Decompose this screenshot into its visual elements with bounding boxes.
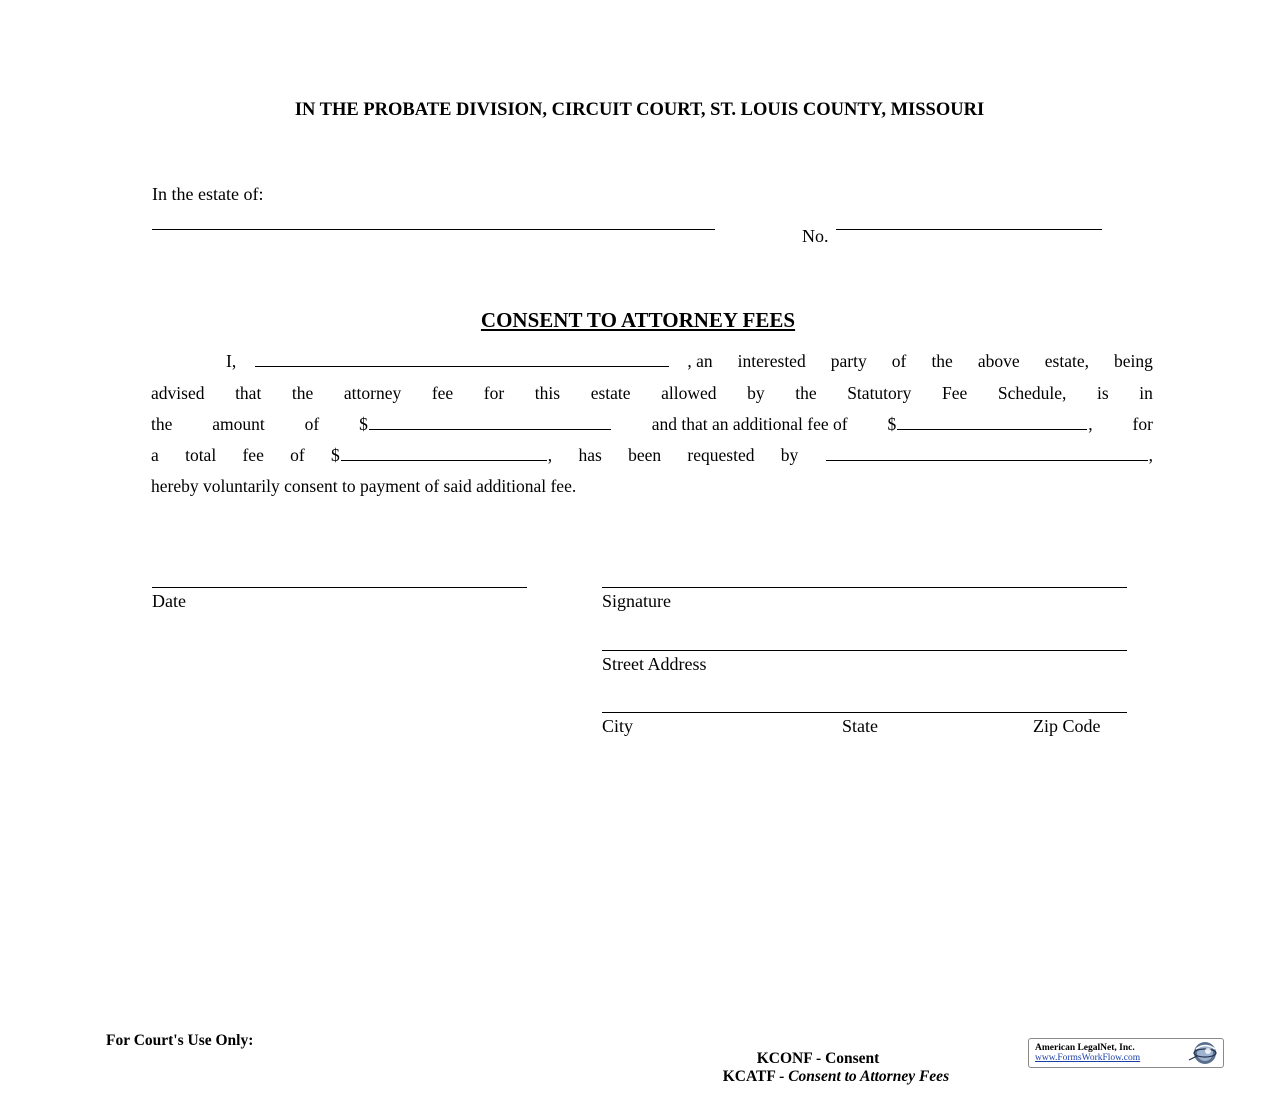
- body-word: that: [235, 383, 262, 403]
- body-word: allowed: [661, 383, 717, 403]
- body-word: fee: [431, 383, 454, 403]
- court-header: IN THE PROBATE DIVISION, CIRCUIT COURT, ST. LOUIS COUNTY, MISSOURI: [294, 100, 985, 120]
- body-line-2: [151, 383, 1153, 404]
- globe-logo-icon: [1185, 1040, 1221, 1066]
- signature-label: Signature: [602, 591, 671, 611]
- body-word: amount: [212, 414, 265, 434]
- body-word: by: [747, 383, 765, 403]
- case-number-field[interactable]: [836, 229, 1102, 230]
- body-word: Schedule,: [997, 383, 1067, 403]
- form-code-2-desc: Consent to Attorney Fees: [788, 1068, 950, 1085]
- dollar-sign: $: [887, 414, 897, 434]
- publisher-badge[interactable]: [1028, 1038, 1224, 1068]
- body-word: of: [290, 445, 305, 465]
- body-word: estate,: [1044, 351, 1089, 371]
- publisher-url-link[interactable]: www.FormsWorkFlow.com: [1035, 1053, 1141, 1063]
- body-word: for: [483, 383, 505, 403]
- body-line-3: [151, 414, 1153, 435]
- case-number-label: No.: [802, 226, 829, 246]
- court-use-label: For Court's Use Only:: [106, 1032, 254, 1049]
- interested-party-field[interactable]: [255, 352, 669, 367]
- body-word: ,: [547, 445, 553, 465]
- signature-field[interactable]: [602, 587, 1127, 588]
- body-word: of: [891, 351, 907, 371]
- form-code-1-desc: Consent: [825, 1050, 880, 1067]
- estate-label: In the estate of:: [152, 184, 264, 204]
- body-word: party: [830, 351, 867, 371]
- form-code-1-id: KCONF: [756, 1050, 813, 1067]
- body-word: for: [1132, 414, 1153, 434]
- body-word: ,: [1148, 445, 1153, 465]
- body-word: above: [977, 351, 1020, 371]
- body-word: of: [304, 414, 320, 434]
- body-word: interested: [737, 351, 806, 371]
- separator: -: [812, 1050, 826, 1067]
- body-word: total: [185, 445, 217, 465]
- form-code-2: [715, 1050, 949, 1086]
- body-word: the: [291, 383, 314, 403]
- street-address-label: Street Address: [602, 654, 707, 674]
- document-title: CONSENT TO ATTORNEY FEES: [480, 308, 796, 332]
- body-word: is: [1096, 383, 1109, 403]
- body-word: advised: [151, 383, 205, 403]
- body-line-5: hereby voluntarily consent to payment of said additional fee.: [151, 476, 577, 496]
- body-word: been: [628, 445, 662, 465]
- body-word: has: [578, 445, 602, 465]
- body-word: this: [534, 383, 561, 403]
- body-word: the: [931, 351, 953, 371]
- city-state-zip-field[interactable]: [602, 712, 1127, 713]
- separator: -: [775, 1068, 789, 1085]
- additional-fee-amount-field[interactable]: [897, 415, 1087, 430]
- body-line-1: [226, 351, 1153, 372]
- body-word: being: [1114, 351, 1153, 371]
- body-word: a: [151, 445, 159, 465]
- body-word: Fee: [941, 383, 968, 403]
- body-word: I,: [226, 351, 237, 371]
- dollar-sign: $: [359, 414, 368, 434]
- date-label: Date: [152, 591, 186, 611]
- street-address-field[interactable]: [602, 650, 1127, 651]
- body-word: the: [151, 414, 173, 434]
- body-word: the: [795, 383, 817, 403]
- date-field[interactable]: [152, 587, 527, 588]
- body-word: by: [780, 445, 799, 465]
- requested-by-field[interactable]: [826, 446, 1148, 461]
- body-word: in: [1139, 383, 1153, 403]
- estate-name-field[interactable]: [152, 229, 715, 230]
- body-word: requested: [687, 445, 755, 465]
- body-word: fee: [242, 445, 264, 465]
- publisher-name: American LegalNet, Inc.: [1035, 1043, 1135, 1053]
- statutory-fee-amount-field[interactable]: [369, 415, 611, 430]
- body-text: and that an additional fee of: [651, 414, 848, 434]
- state-label: State: [842, 716, 878, 736]
- form-code-2-id: KCATF: [722, 1068, 776, 1085]
- zip-code-label: Zip Code: [1033, 716, 1101, 736]
- body-word: attorney: [343, 383, 402, 403]
- body-word: ,: [1088, 414, 1093, 434]
- body-word: estate: [590, 383, 631, 403]
- total-fee-amount-field[interactable]: [341, 446, 547, 461]
- body-word: , an: [687, 351, 713, 371]
- body-word: Statutory: [847, 383, 912, 403]
- body-line-4: [151, 445, 1153, 466]
- dollar-sign: $: [331, 445, 340, 465]
- city-label: City: [602, 716, 634, 736]
